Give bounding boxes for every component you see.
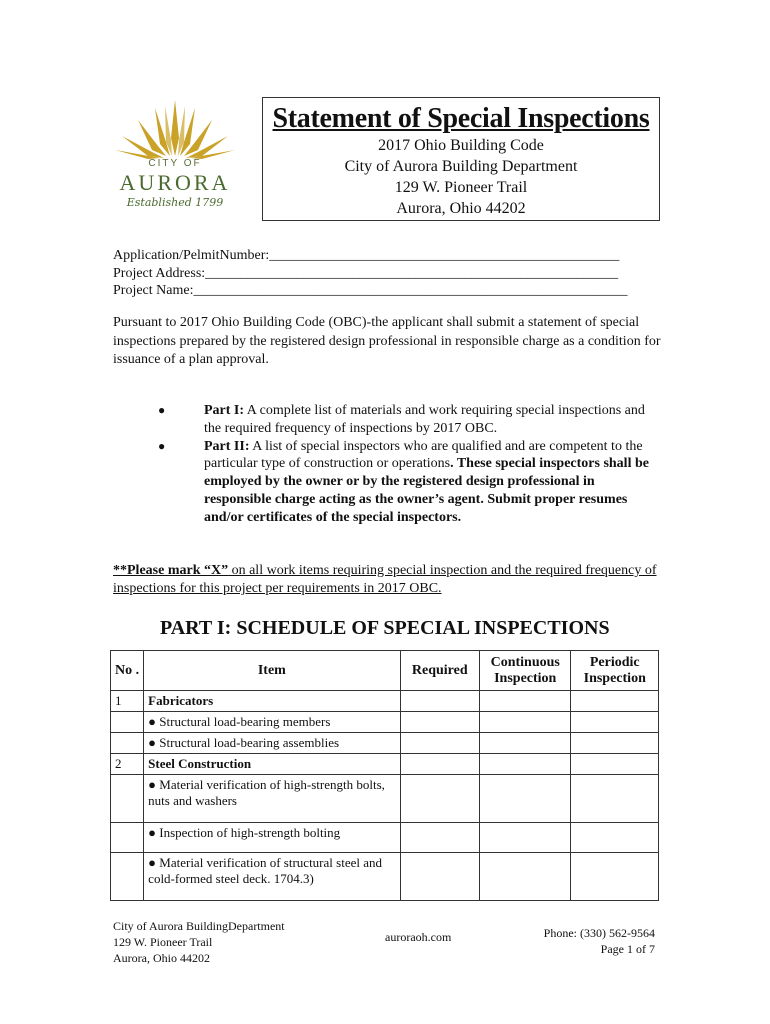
required-cell[interactable] <box>400 712 479 733</box>
header-continuous: Continuous Inspection <box>479 651 571 691</box>
row-no <box>111 733 144 754</box>
part1-text: A complete list of materials and work requiring special inspections and the required frequency of inspections by 2017 OBC. <box>204 403 645 436</box>
footer-contact <box>520 925 655 957</box>
logo-city-of: CITY OF <box>148 158 202 169</box>
list-item-part2 <box>158 438 658 527</box>
part2-label: Part II: <box>204 438 250 454</box>
header-line-code: 2017 Ohio Building Code <box>378 137 544 154</box>
table-row <box>111 823 659 853</box>
footer-page-number: Page 1 of 7 <box>600 942 655 956</box>
project-address-field[interactable]: Project Address:___________________________________________________________ <box>113 265 619 281</box>
project-name-field[interactable]: Project Name:______________________________________________________________ <box>113 283 628 298</box>
table-header-row <box>111 651 659 691</box>
intro-paragraph: Pursuant to 2017 Ohio Building Code (OBC)-the applicant shall submit a statement of special inspections prepared by the registered design professional in responsible charge as a condition for issuance of a plan approval. <box>113 315 661 367</box>
row-item: ● Material verification of high-strength bolts, nuts and washers <box>144 775 400 823</box>
continuous-cell[interactable] <box>479 853 571 901</box>
footer-street: 129 W. Pioneer Trail <box>113 935 213 949</box>
row-item: ● Structural load-bearing members <box>144 712 400 733</box>
footer-address <box>113 918 285 966</box>
part2-text: A list of special inspectors who are qualified and are competent to the particular type of construction or operations <box>204 438 643 472</box>
required-cell[interactable] <box>400 823 479 853</box>
logo-established: Established 1799 <box>126 196 224 209</box>
application-number-field[interactable]: Application/PelmitNumber:__________________________________________________ <box>113 248 620 263</box>
continuous-cell[interactable] <box>479 691 571 712</box>
bullet-icon: ● <box>158 438 166 453</box>
periodic-cell[interactable] <box>571 754 659 775</box>
row-item: Fabricators <box>144 691 400 712</box>
row-no <box>111 823 144 853</box>
row-no: 1 <box>111 691 144 712</box>
footer-city: Aurora, Ohio 44202 <box>113 951 210 965</box>
part1-label: Part I: <box>204 403 245 418</box>
required-cell[interactable] <box>400 733 479 754</box>
notice-text: on all work items requiring special inspection and the required frequency of inspections for this project per requirements in 2017 OBC. <box>113 563 657 596</box>
row-no: 2 <box>111 754 144 775</box>
row-no <box>111 712 144 733</box>
periodic-cell[interactable] <box>571 712 659 733</box>
mark-notice <box>113 562 663 598</box>
header-required: Required <box>400 651 479 691</box>
logo-aurora: AURORA <box>119 170 231 195</box>
footer-website[interactable]: auroraoh.com <box>385 930 452 944</box>
sunburst-icon <box>100 98 250 160</box>
part2-bold-text: . These special inspectors shall be employed by the owner or by the registered design professional in responsible charge acting as the owner’s agent. Submit proper resumes and/or certificates of the special inspectors. <box>204 456 649 525</box>
continuous-cell[interactable] <box>479 754 571 775</box>
table-row <box>111 712 659 733</box>
required-cell[interactable] <box>400 853 479 901</box>
table-row <box>111 754 659 775</box>
header-line-department: City of Aurora Building Department <box>344 158 578 175</box>
row-item: ● Inspection of high-strength bolting <box>144 823 400 853</box>
notice-bold: **Please mark “X” <box>113 563 229 578</box>
document-title: Statement of Special Inspections <box>272 103 650 134</box>
periodic-cell[interactable] <box>571 853 659 901</box>
row-item: ● Structural load-bearing assemblies <box>144 733 400 754</box>
periodic-cell[interactable] <box>571 775 659 823</box>
table-row <box>111 691 659 712</box>
periodic-cell[interactable] <box>571 691 659 712</box>
continuous-cell[interactable] <box>479 823 571 853</box>
schedule-table <box>110 650 659 901</box>
footer-department: City of Aurora BuildingDepartment <box>113 919 285 933</box>
part-title: PART I: SCHEDULE OF SPECIAL INSPECTIONS <box>160 617 610 639</box>
required-cell[interactable] <box>400 691 479 712</box>
table-row <box>111 733 659 754</box>
header-no: No . <box>111 651 144 691</box>
required-cell[interactable] <box>400 775 479 823</box>
header-item: Item <box>144 651 400 691</box>
row-item: ● Material verification of structural steel and cold-formed steel deck. 1704.3) <box>144 853 400 901</box>
continuous-cell[interactable] <box>479 712 571 733</box>
header-line-city: Aurora, Ohio 44202 <box>396 200 526 217</box>
header-periodic: Periodic Inspection <box>571 651 659 691</box>
bullet-icon: ● <box>158 403 166 417</box>
footer-phone: Phone: (330) 562-9564 <box>543 926 655 940</box>
header-box <box>262 97 660 221</box>
parts-list <box>158 402 658 527</box>
header-line-street: 129 W. Pioneer Trail <box>394 179 528 196</box>
periodic-cell[interactable] <box>571 733 659 754</box>
row-item: Steel Construction <box>144 754 400 775</box>
row-no <box>111 853 144 901</box>
continuous-cell[interactable] <box>479 775 571 823</box>
table-row <box>111 853 659 901</box>
continuous-cell[interactable] <box>479 733 571 754</box>
city-logo <box>100 98 250 216</box>
required-cell[interactable] <box>400 754 479 775</box>
list-item-part1 <box>158 402 658 438</box>
project-fields <box>113 247 663 300</box>
table-row <box>111 775 659 823</box>
periodic-cell[interactable] <box>571 823 659 853</box>
row-no <box>111 775 144 823</box>
